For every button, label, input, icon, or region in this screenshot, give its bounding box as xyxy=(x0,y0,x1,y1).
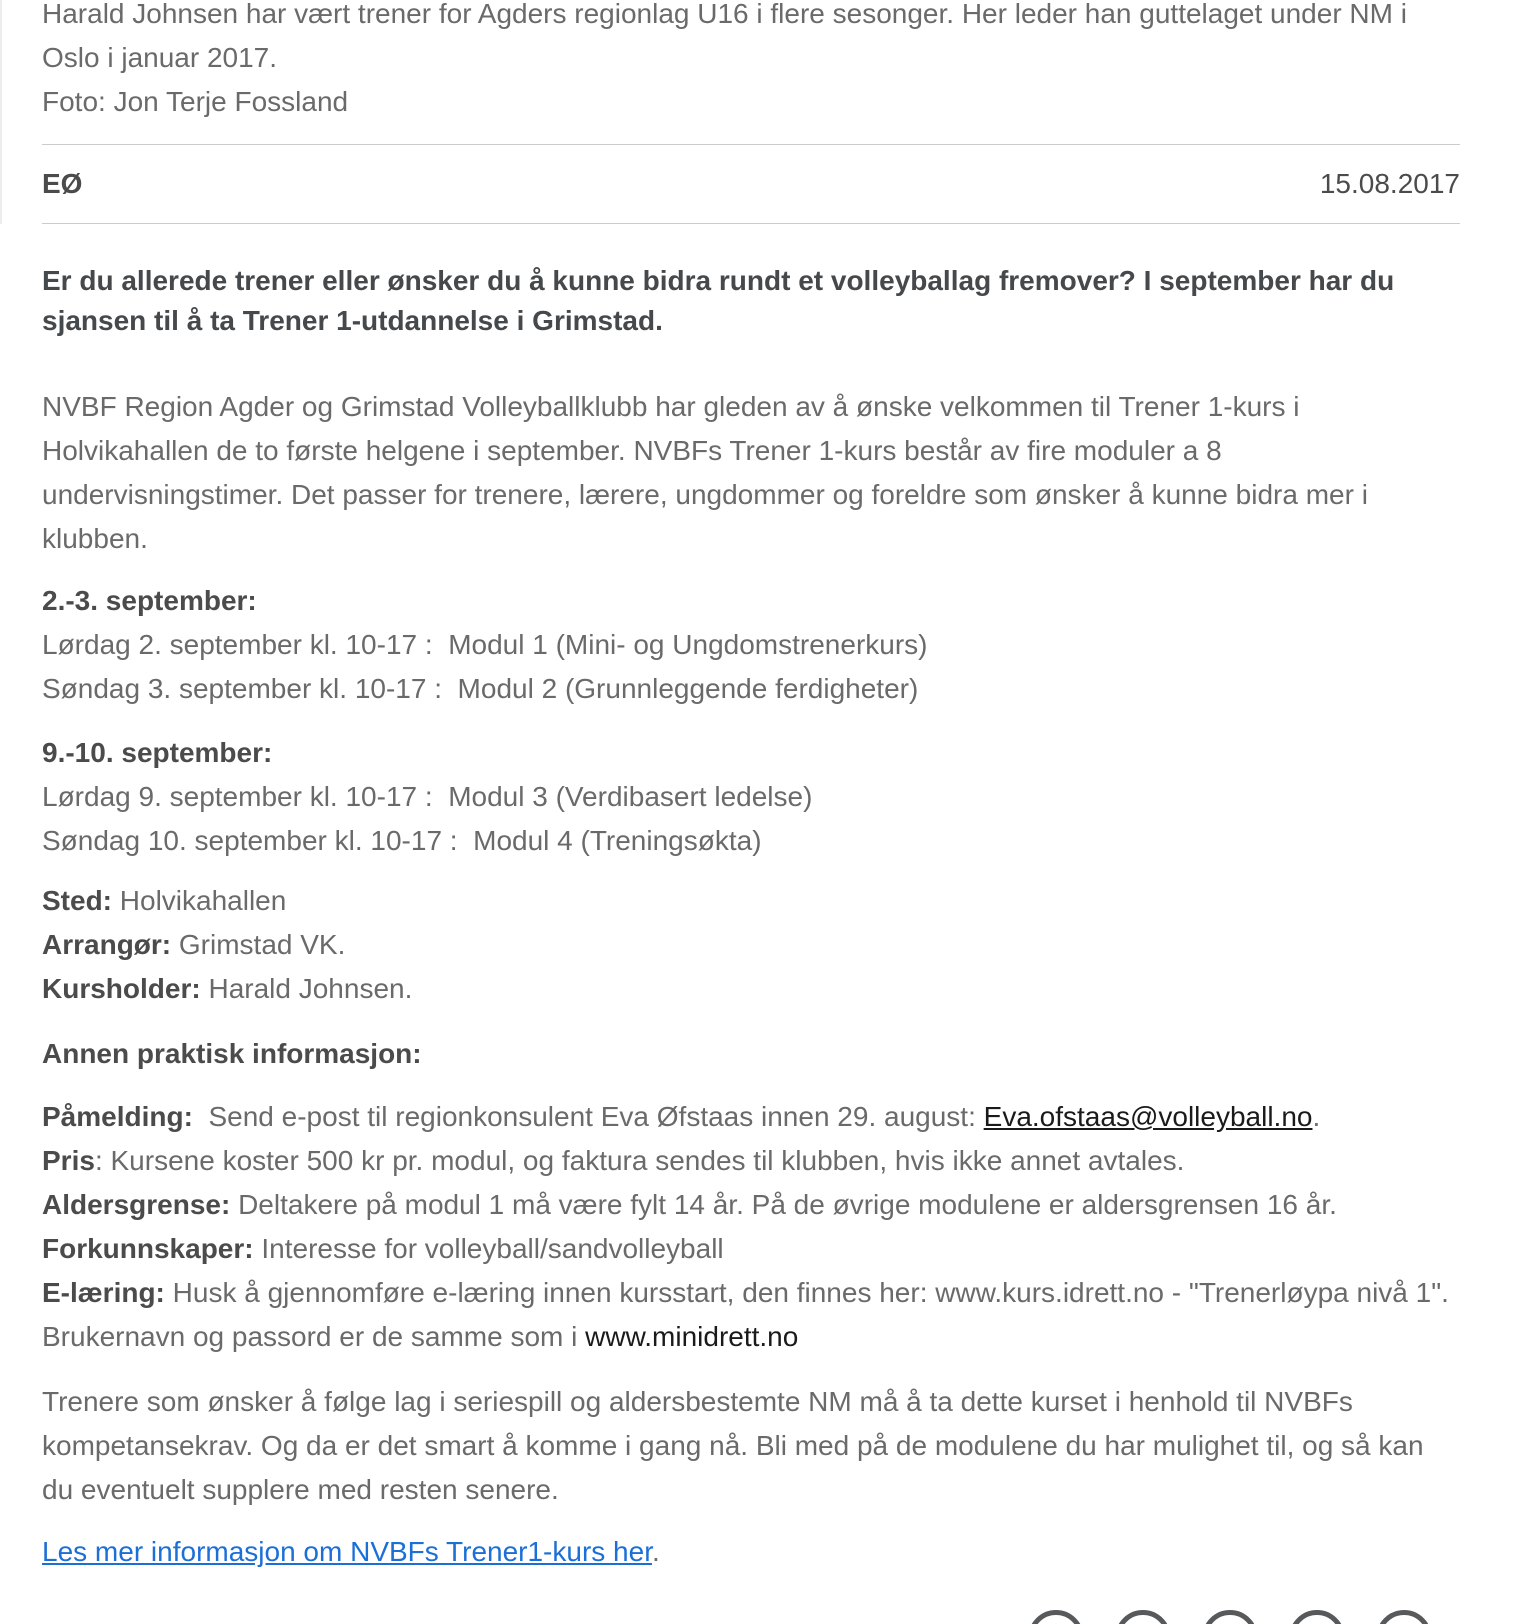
info-aldersgrense-label: Aldersgrense: xyxy=(42,1189,231,1220)
photo-caption-block xyxy=(42,0,1460,124)
info-forkunnskaper-label: Forkunnskaper: xyxy=(42,1233,254,1264)
fact-sted xyxy=(42,879,1460,923)
facts-block xyxy=(42,879,1460,1011)
author-initials: EØ xyxy=(42,168,83,199)
schedule-1-heading: 2.-3. september: xyxy=(42,585,257,616)
closing-paragraph: Trenere som ønsker å følge lag i seriespill og aldersbestemte NM må å ta dette kurset i henhold til NVBFs kompetansekrav. Og da er det smart å komme i gang nå. Bli med på de modulene du har mulighet til, og så kan du eventuelt supplere med resten senere. xyxy=(42,1386,1432,1505)
publish-date: 15.08.2017 xyxy=(1319,168,1460,199)
lead-paragraph: Er du allerede trener eller ønsker du å kunne bidra rundt et volleyballag fremover? I september har du sjansen til å ta Trener 1-utdannelse i Grimstad. xyxy=(42,265,1402,336)
more-info-link[interactable]: Les mer informasjon om NVBFs Trener1-kurs her xyxy=(42,1536,652,1567)
share-button-5[interactable] xyxy=(1376,1610,1432,1624)
more-info-suffix: . xyxy=(651,1536,660,1567)
share-button-4[interactable] xyxy=(1289,1610,1345,1624)
info-pamelding xyxy=(42,1095,1460,1139)
more-info-line xyxy=(42,1530,1460,1574)
fact-arrangor-label: Arrangør: xyxy=(42,929,172,960)
info-pamelding-text: Send e-post til regionkonsulent Eva Øfstaas innen 29. august: xyxy=(192,1101,984,1132)
article-meta-row xyxy=(42,145,1460,223)
info-heading: Annen praktisk informasjon: xyxy=(42,1038,422,1069)
divider-bottom xyxy=(42,223,1460,224)
info-aldersgrense-text: Deltakere på modul 1 må være fylt 14 år. På de øvrige modulene er aldersgrensen 16 år. xyxy=(230,1189,1337,1220)
info-forkunnskaper-text: Interesse for volleyball/sandvolleyball xyxy=(253,1233,724,1264)
info-aldersgrense xyxy=(42,1183,1460,1227)
info-elaering-text-1: Husk å gjennomføre e-læring innen kursstart, den finnes her: www.kurs.idrett.no - "Trenerløypa nivå 1". xyxy=(164,1277,1449,1308)
photo-credit: Foto: Jon Terje Fossland xyxy=(42,86,349,117)
share-button-2[interactable] xyxy=(1115,1610,1171,1624)
info-pamelding-label: Påmelding: xyxy=(42,1101,193,1132)
fact-kursholder xyxy=(42,967,1460,1011)
info-block xyxy=(42,1095,1460,1359)
info-elaering-text-2: Brukernavn og passord er de samme som i xyxy=(42,1321,586,1352)
info-forkunnskaper xyxy=(42,1227,1460,1271)
photo-caption: Harald Johnsen har vært trener for Agders regionlag U16 i flere sesonger. Her leder han guttelaget under NM i Oslo i januar 2017. xyxy=(42,0,1415,73)
fact-arrangor xyxy=(42,923,1460,967)
schedule-1-line-2: Søndag 3. september kl. 10-17 : Modul 2 (Grunnleggende ferdigheter) xyxy=(42,673,919,704)
info-pris-label: Pris xyxy=(42,1145,95,1176)
info-pris xyxy=(42,1139,1460,1183)
body-paragraph: NVBF Region Agder og Grimstad Volleyballklubb har gleden av å ønske velkommen til Trener 1-kurs i Holvikahallen de to første helgene i september. NVBFs Trener 1-kurs består av fire moduler a 8 undervisningstimer. Det passer for trenere, lærere, ungdommer og foreldre som ønsker å kunne bidra mer i klubben. xyxy=(42,391,1376,554)
fact-sted-label: Sted: xyxy=(42,885,112,916)
schedule-2-line-1: Lørdag 9. september kl. 10-17 : Modul 3 (Verdibasert ledelse) xyxy=(42,781,813,812)
email-link[interactable]: Eva.ofstaas@volleyball.no xyxy=(983,1101,1313,1132)
fact-arrangor-value: Grimstad VK. xyxy=(171,929,346,960)
share-button-1[interactable] xyxy=(1028,1610,1084,1624)
info-elaering-label: E-læring: xyxy=(42,1277,165,1308)
schedule-1-line-1: Lørdag 2. september kl. 10-17 : Modul 1 (Mini- og Ungdomstrenerkurs) xyxy=(42,629,928,660)
minidrett-link[interactable]: www.minidrett.no xyxy=(585,1321,799,1352)
share-button-3[interactable] xyxy=(1202,1610,1258,1624)
fact-sted-value: Holvikahallen xyxy=(112,885,287,916)
info-pris-text: : Kursene koster 500 kr pr. modul, og faktura sendes til klubben, hvis ikke annet avtales. xyxy=(94,1145,1185,1176)
info-elaering xyxy=(42,1271,1460,1359)
fact-kursholder-value: Harald Johnsen. xyxy=(200,973,413,1004)
schedule-2-heading: 9.-10. september: xyxy=(42,737,273,768)
schedule-2-line-2: Søndag 10. september kl. 10-17 : Modul 4 (Treningsøkta) xyxy=(42,825,762,856)
fact-kursholder-label: Kursholder: xyxy=(42,973,201,1004)
info-pamelding-suffix: . xyxy=(1312,1101,1321,1132)
